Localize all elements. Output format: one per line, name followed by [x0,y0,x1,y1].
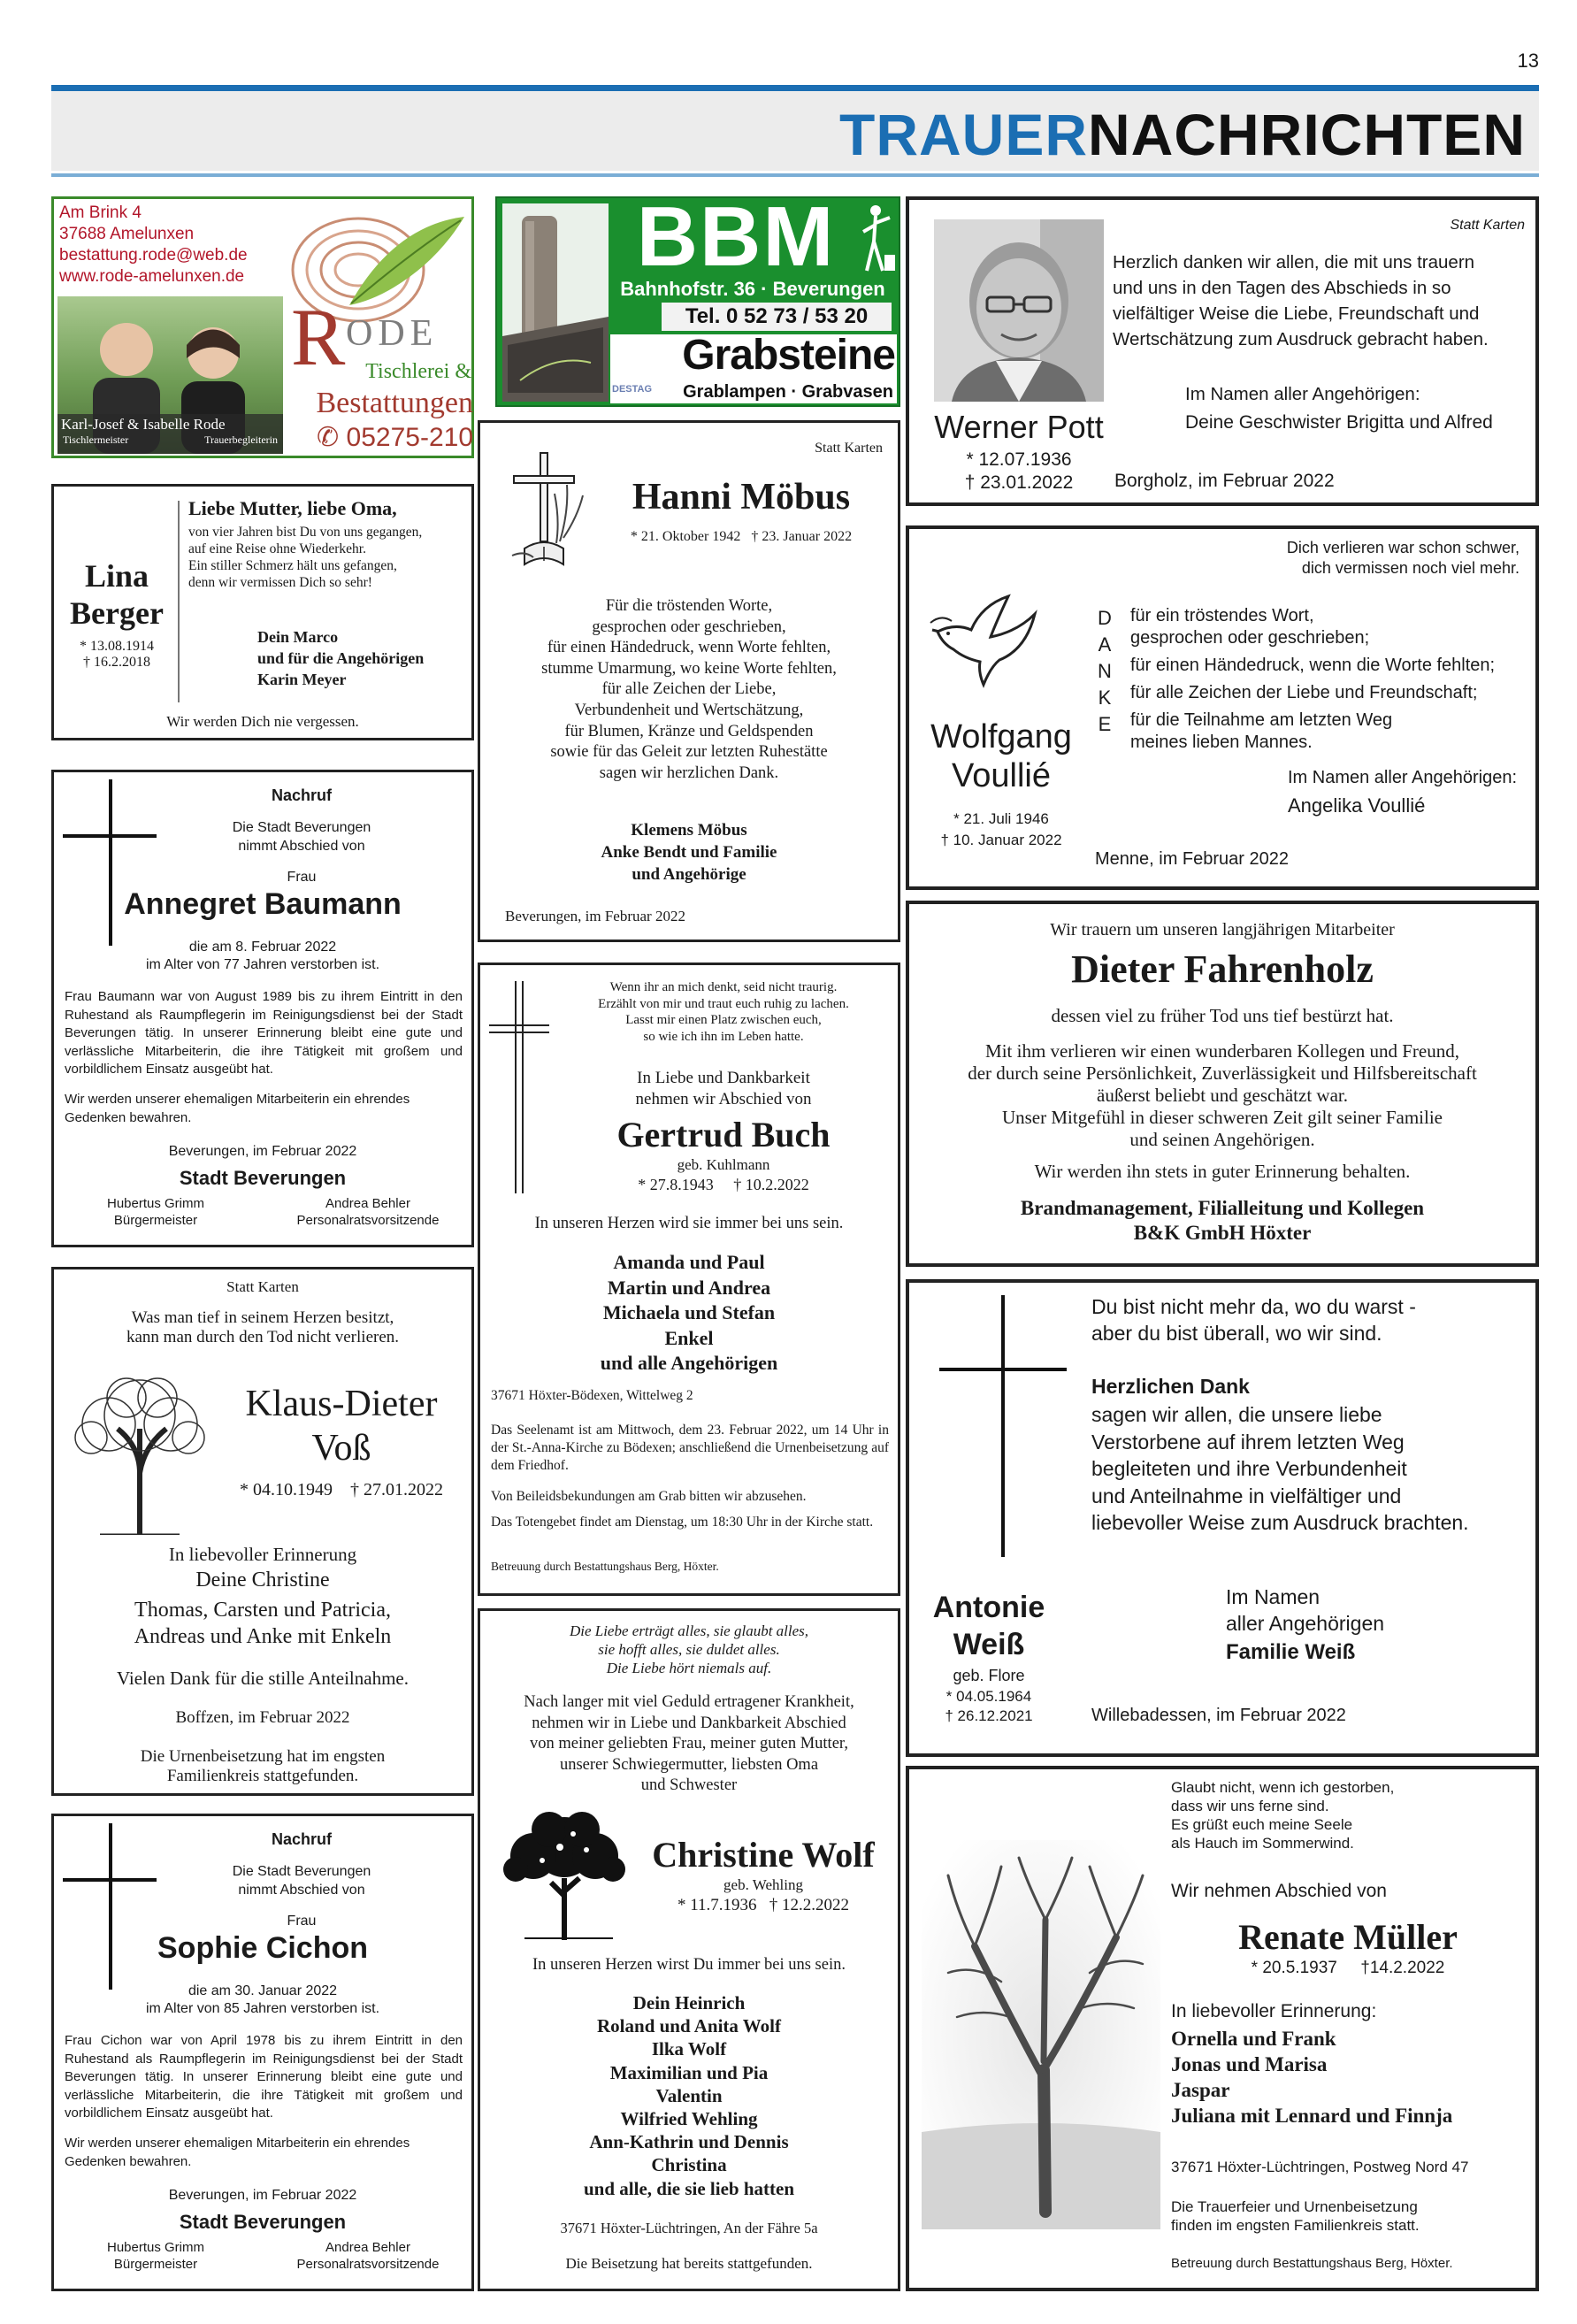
intro: In Liebe und Dankbarkeit nehmen wir Abschied von [635,1069,812,1108]
memory: In liebevoller Erinnerung [168,1544,357,1565]
signers: Ornella und Frank Jonas und Marisa Jaspar Juliana mit Lennard und Finnja [1171,2028,1453,2127]
bbm-headline: Grabsteine [682,332,895,379]
intro-text: Nach langer mit viel Geduld ertragener Krankheit, nehmen wir in Liebe und Dankbarkeit Abschied von meiner geliebten Frau, meiner guten Mutter, unserer Schwiegermutter, liebsten Oma und Schwester [524,1693,854,1794]
address: 37671 Höxter-Lüchtringen, Postweg Nord 47 [1171,2159,1469,2175]
text-1: Frau Baumann war von August 1989 bis zu ihrem Eintritt in den Ruhestand als Raumpflegerin im Reinigungsdienst bei der Stadt Beverungen tätig. In unserer Erinnerung bleibt eine gute und verlässliche Mitarbeiterin, die ihre Tätigkeit mit großem und vorbildlichem Einsatz ausgeübt hat. [65,989,463,1077]
danke-letter: D [1098,607,1112,629]
cross-icon-bar [939,1368,1067,1371]
deceased-name-2: Voß [311,1428,371,1469]
rode-names: Karl-Josef & Isabelle Rode [61,416,226,433]
rode-logo-r: R [291,292,346,382]
gravestone-image [502,203,609,402]
rode-website[interactable]: www.rode-amelunxen.de [59,267,245,286]
place-date: Menne, im Februar 2022 [1095,849,1290,869]
death-date: † 16.2.2018 [83,655,150,670]
maiden-name: geb. Flore [953,1667,1025,1684]
sig-right-role: Personalratsvorsitzende [296,1213,440,1228]
sig-left-name: Hubertus Grimm [106,2240,205,2255]
bbm-sub: Grablampen · Grabvasen [683,382,893,402]
page-number: 13 [1517,50,1539,72]
notice-werner-pott [906,196,1539,506]
tribute-text: Mit ihm verlieren wir einen wunderbaren Kollegen und Freund, der durch seine Persönlichkeit, Zuverlässigkeit und Hilfsbereitschaft äußerst beliebt und geschätzt war. Unser Mitgefühl in dieser schweren Zeit gilt seiner Familie und seinen Angehörigen. [968,1040,1477,1150]
signers: Dein Marco und für die Angehörigen Karin Meyer [257,628,425,688]
death-info: die am 8. Februar 2022 im Alter von 77 Jahren verstorben ist. [145,940,380,972]
sig-right-name: Andrea Behler [325,2240,410,2255]
thanks-text: sagen wir allen, die unsere liebe Verstorbene auf ihrem letzten Weg begleiteten und ihre Verbundenheit und Anteilnahme in vielfältiger und liebevoller Weise zum Ausdruck brachten. [1091,1403,1469,1534]
rode-email[interactable]: bestattung.rode@web.de [59,246,248,265]
place-date: Willebadessen, im Februar 2022 [1091,1706,1346,1725]
place-date: Beverungen, im Februar 2022 [505,908,685,924]
seelenamt: Das Seelenamt ist am Mittwoch, dem 23. Februar 2022, um 14 Uhr in der St.-Anna-Kirche zu Bödexen; anschließend die Urnenbeisetzung auf dem Friedhof. [491,1423,889,1473]
place-date: Boffzen, im Februar 2022 [175,1708,350,1727]
statt-karten: Statt Karten [226,1278,299,1295]
signers: Amanda und Paul Martin und Andrea Michaela und Stefan Enkel und alle Angehörigen [600,1251,778,1374]
frau: Frau [287,870,317,885]
notice-christine-wolf [478,1608,900,2291]
rode-city: 37688 Amelunxen [59,225,195,243]
urne: Die Urnenbeisetzung hat im engsten Familienkreis stattgefunden. [140,1747,386,1785]
birth-date: * 21. Juli 1946 [953,810,1049,827]
place-date: Borgholz, im Februar 2022 [1114,471,1335,491]
namen: Im Namen aller Angehörigen [1226,1585,1385,1635]
namen: Im Namen aller Angehörigen: [1288,768,1518,787]
rode-logo-ode: ODE [346,313,439,354]
danke-line: für die Teilnahme am letzten Weg meines lieben Mannes. [1130,710,1393,752]
dates: * 04.10.1949 † 27.01.2022 [240,1480,443,1499]
cross-icon [1001,1295,1005,1557]
notice-dieter-fahrenholz [906,901,1539,1267]
beileid: Von Beileidsbekundungen am Grab bitten wir abzusehen. [491,1489,807,1504]
sig-left [63,2239,249,2273]
cross-icon-bar [63,834,157,838]
danke-letter: K [1098,686,1112,709]
dates: * 27.8.1943 † 10.2.2022 [638,1176,809,1193]
cross-icon-bar [63,1878,157,1882]
bbm-logo: BBM [636,189,836,284]
poem: von vier Jahren bist Du von uns gegangen, auf eine Reise ohne Wiederkehr. Ein stiller Schmerz hält uns gefangen, denn wir vermissen Dich so sehr! [188,525,423,590]
heart-line: In unseren Herzen wirst Du immer bei uns sein. [532,1956,846,1974]
deceased-name: Sophie Cichon [157,1931,368,1965]
footer: Wir werden Dich nie vergessen. [166,713,359,730]
totengebet: Das Totengebet findet am Dienstag, um 18:30 Uhr in der Kirche statt. [491,1515,874,1530]
heading: Nachruf [271,786,332,804]
header-rule-bottom [51,173,1539,177]
rode-phone-number: 05275-210 [346,423,473,452]
tree-icon [65,1367,215,1535]
text-2: Wir werden unserer ehemaligen Mitarbeiterin ein ehrendes Gedenken bewahren. [65,1092,410,1125]
intro: Wir nehmen Abschied von [1171,1881,1387,1901]
statt-karten: Statt Karten [1450,218,1525,233]
deceased-name: Renate Müller [1238,1917,1458,1957]
name-col [59,557,174,671]
deceased-name-2: Weiß [953,1628,1025,1661]
bbm-address: Bahnhofstr. 36 · Beverungen [620,278,885,300]
deceased-last-name: Berger [70,595,164,631]
namen: Im Namen aller Angehörigen: [1185,384,1420,404]
sig-left-role: Bürgermeister [113,2257,198,2272]
notice-gertrud-buch [478,963,900,1596]
maiden-name: geb. Kuhlmann [677,1156,770,1173]
rode-role-left: Tischlermeister [63,433,129,446]
place-date: Beverungen, im Februar 2022 [168,1144,357,1159]
maiden-name: geb. Wehling [723,1876,803,1893]
bbm-brand: DESTAG [612,384,653,395]
memory: In liebevoller Erinnerung: [1171,2001,1377,2021]
death-date: † 23.01.2022 [964,472,1074,493]
signer-3: Andreas und Anke mit Enkeln [134,1625,392,1648]
text-1: Frau Cichon war von April 1978 bis zu ihrem Eintritt in den Ruhestand als Raumpflegerin im Reinigungsdienst bei der Stadt Beverungen tätig. In unserer Erinnerung bleibt eine gute und verlässliche Mitarbeiterin, die ihre Tätigkeit mit großem und vorbildlichem Einsatz ausgeübt hat. [65,2033,463,2121]
birth-date: * 04.05.1964 [945,1688,1032,1705]
danke-letter: A [1098,633,1112,656]
deceased-name: Dieter Fahrenholz [1071,947,1374,991]
signers: Klemens Möbus Anke Bendt und Familie und Angehörige [601,821,777,884]
memory: Wir werden ihn stets in guter Erinnerung behalten. [1034,1161,1411,1182]
signer-1: Deine Christine [195,1569,330,1592]
rode-role-right: Trauerbegleiterin [204,433,278,446]
page-title-blue: TRAUER [839,102,1089,167]
quote: Was man tief in seinem Herzen besitzt, kann man durch den Tod nicht verlieren. [126,1308,400,1346]
intro: Die Stadt Beverungen nimmt Abschied von [232,820,371,854]
phone-icon: ✆ [317,423,340,452]
heading: Nachruf [271,1830,332,1848]
divider [178,501,180,702]
header-rule-top [51,85,1539,91]
deceased-first-name: Lina [84,558,149,594]
poem: Wenn ihr an mich denkt, seid nicht traurig. Erzählt von mir und traut euch ruhig zu lachen. Lasst mir einen Platz zwischen euch, so wie ich ihn im Leben hatte. [598,980,849,1044]
page-title-black: NACHRICHTEN [1088,102,1526,167]
thanks-title: Herzlichen Dank [1091,1375,1250,1398]
deceased-name-1: Wolfgang [930,718,1072,755]
signers: Deine Geschwister Brigitta und Alfred [1185,412,1493,433]
deceased-name-2: Voullié [952,757,1051,794]
signer-2: Thomas, Carsten und Patricia, [134,1599,391,1622]
thanks-text: Für die tröstenden Worte, gesprochen oder geschrieben, für einen Händedruck, wenn Worte fehlten, stumme Umarmung, wo keine Worte fehlten, für alle Zeichen der Liebe, Verbundenheit und Wertschätzung, für Blumen, Kränze und Geldspenden sowie für das Geleit zur letzten Ruhestätte sagen wir herzlichen Dank. [541,597,837,782]
notice-antonie-weiss [906,1279,1539,1757]
deceased-name: Christine Wolf [652,1835,875,1875]
danke-line: für ein tröstendes Wort, gesprochen oder geschrieben; [1130,606,1370,648]
notice-klaus-dieter-voss [51,1267,474,1796]
deceased-name: Annegret Baumann [124,887,402,921]
notice-wolfgang-voullie [906,525,1539,890]
bbm-ad[interactable] [495,189,900,407]
signers: Dein Heinrich Roland und Anita Wolf Ilka Wolf Maximilian und Pia Valentin Wilfried Wehling Ann-Kathrin und Dennis Christina und alle, die sie lieb hatten [583,1992,795,2199]
danke-letter: E [1098,713,1112,735]
org: Stadt Beverungen [179,2211,347,2233]
quote: Dich verlieren war schon schwer, dich vermissen noch viel mehr. [1286,539,1520,577]
sig-right-name: Andrea Behler [325,1196,410,1211]
sig-left-role: Bürgermeister [113,1213,198,1228]
intro: Die Stadt Beverungen nimmt Abschied von [232,1864,371,1898]
notice-renate-mueller [906,1766,1539,2291]
rode-tischlerei: Tischlerei & [365,360,471,383]
notice-lina-berger [51,484,474,740]
thanks-text: Herzlich danken wir allen, die mit uns trauern und uns in den Tagen des Abschieds in so vielfältiger Weise die Liebe, Freundschaft und Wertschätzung zum Ausdruck gebracht haben. [1113,252,1489,349]
betreuung: Betreuung durch Bestattungshaus Berg, Höxter. [491,1560,719,1573]
note: Die Beisetzung hat bereits stattgefunden. [565,2255,813,2272]
sig-left [63,1195,249,1229]
deceased-name: Hanni Möbus [632,477,851,518]
rode-ad[interactable] [51,196,474,458]
bbm-tel[interactable]: Tel. 0 52 73 / 53 20 [662,303,892,331]
thanks: Vielen Dank für die stille Anteilnahme. [117,1668,409,1689]
heart-line: In unseren Herzen wird sie immer bei uns sein. [534,1215,844,1232]
trauerfeier: Die Trauerfeier und Urnenbeisetzung finden im engsten Familienkreis statt. [1171,2198,1420,2234]
place-date: Beverungen, im Februar 2022 [168,2188,357,2203]
danke-line: für einen Händedruck, wenn die Worte fehlten; [1130,656,1496,675]
quote: Die Liebe erträgt alles, sie glaubt alles, sie hofft alles, sie duldet alles. Die Liebe hört niemals auf. [569,1622,809,1676]
danke-line: für alle Zeichen der Liebe und Freundschaft; [1130,683,1478,702]
poem: Glaubt nicht, wenn ich gestorben, dass wir uns ferne sind. Es grüßt euch meine Seele als Hauch im Sommerwind. [1171,1779,1395,1852]
rode-street: Am Brink 4 [59,203,142,222]
notice-nachruf-baumann [51,770,474,1247]
deceased-name-1: Antonie [932,1591,1045,1624]
page-title [442,99,1526,170]
poem-title: Liebe Mutter, liebe Oma, [188,497,397,519]
rode-phone[interactable] [289,422,473,453]
sig-right [275,2239,461,2273]
frau: Frau [287,1914,317,1929]
dates: * 20.5.1937 †14.2.2022 [1251,1959,1445,1977]
signer: Brandmanagement, Filialleitung und Kollegen B&K GmbH Höxter [1020,1197,1425,1244]
family: Familie Weiß [1226,1640,1356,1664]
intro: Wir trauern um unseren langjährigen Mitarbeiter [1050,920,1395,940]
address: 37671 Höxter-Lüchtringen, An der Fähre 5a [560,2220,818,2236]
address: 37671 Höxter-Bödexen, Wittelweg 2 [491,1388,693,1403]
tree-icon [498,1807,631,1940]
sub: dessen viel zu früher Tod uns tief bestürzt hat. [1051,1005,1394,1026]
rode-bestattungen: Bestattungen [316,387,473,419]
rode-address [59,203,280,288]
danke-letter: N [1098,660,1112,682]
notice-hanni-moebus [478,420,900,942]
sig-right [275,1195,461,1229]
org: Stadt Beverungen [179,1167,347,1189]
dates: * 11.7.1936 † 12.2.2022 [677,1896,850,1914]
tree-photo [922,1840,1160,2229]
sig-right-role: Personalratsvorsitzende [296,2257,440,2272]
death-date: † 26.12.2021 [945,1707,1033,1724]
deceased-name-1: Klaus-Dieter [245,1384,438,1424]
birth-date: * 13.08.1914 [80,639,154,654]
cross-book-icon [498,449,595,573]
deceased-name: Gertrud Buch [616,1115,831,1154]
betreuung: Betreuung durch Bestattungshaus Berg, Höxter. [1171,2256,1453,2271]
signer: Angelika Voullié [1288,794,1426,817]
stonemason-icon [858,202,897,272]
quote: Du bist nicht mehr da, wo du warst - aber du bist überall, wo wir sind. [1091,1295,1416,1345]
death-date: † 10. Januar 2022 [940,832,1062,848]
dove-icon [929,587,1044,702]
double-cross-icon [489,981,551,1193]
text-2: Wir werden unserer ehemaligen Mitarbeiterin ein ehrendes Gedenken bewahren. [65,2136,410,2169]
danke-acrostic [1091,605,1118,738]
death-info: die am 30. Januar 2022 im Alter von 85 Jahren verstorben ist. [145,1983,380,2016]
sig-left-name: Hubertus Grimm [106,1196,205,1211]
rode-names-bar [57,414,283,454]
dates: * 21. Oktober 1942 † 23. Januar 2022 [630,529,853,544]
danke-lines [1130,605,1537,754]
portrait-photo [934,219,1104,402]
birth-date: * 12.07.1936 [966,449,1072,470]
deceased-name: Werner Pott [934,409,1104,445]
notice-nachruf-cichon [51,1814,474,2291]
statt-karten: Statt Karten [815,441,883,456]
